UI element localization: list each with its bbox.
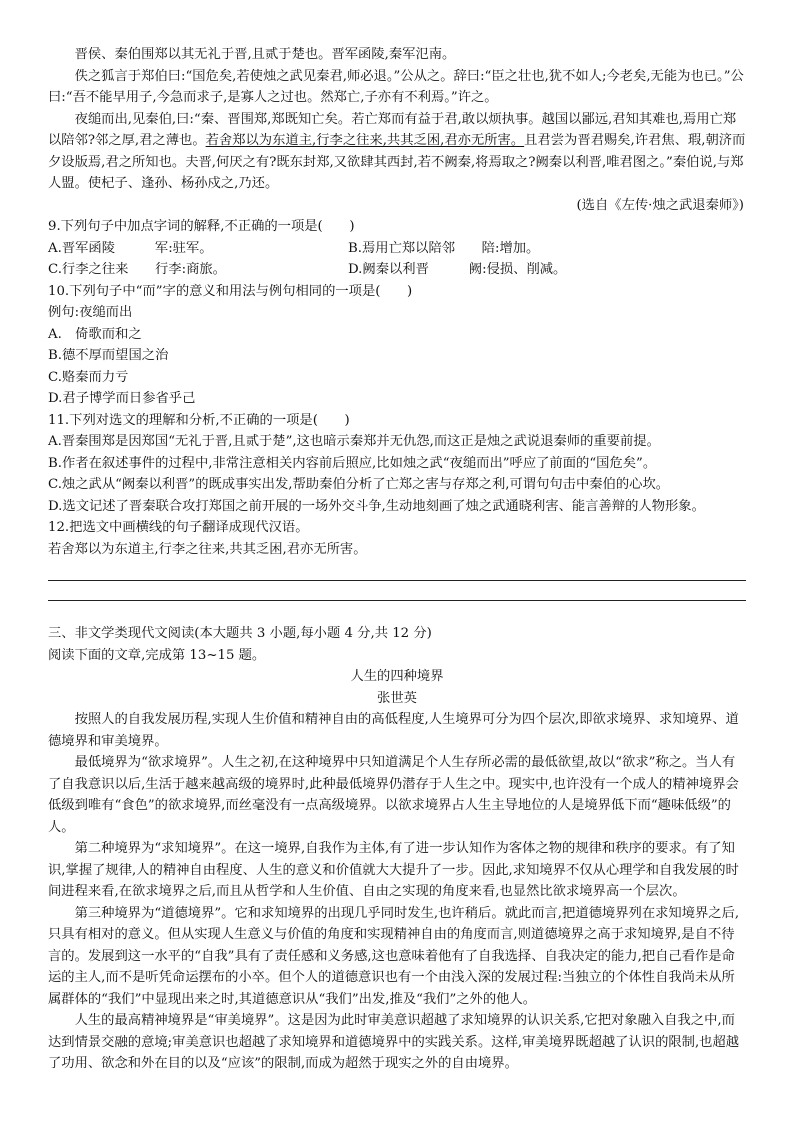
option-c: C.行李之往来 行李:商旅。	[48, 262, 226, 277]
passage-source: (选自《左传·烛之武退秦师》)	[576, 197, 744, 213]
question-stem: 9.下列句子中加点字词的解释,不正确的一项是( )	[48, 219, 355, 234]
example-sentence: 例句:夜缒而出	[48, 305, 133, 320]
article-paragraph: 第三种境界为“道德境界”。它和求知境界的出现几乎同时发生,也许稍后。就此而言,把道德境界列在求知境界之后,只具有相对的意义。但从实现人生意义与价值的角度和实现精神自由的角度而言,则道德境界之高于求知境界,是自不待言的。发展到这一水平的“自我”具有了责任感和义务感,这也意味着他有了自我选择、自我决定的能力,把自己看作是命运的主人,而不是听凭命运摆布的小卒。但个人的道德意识也有一个由浅入深的发展过程:当独立的个体性自我尚未从所属群体的“我们”中显现出来之时,其道德意识从“我们”出发,推及“我们”之外的他人。	[48, 905, 740, 1007]
question-12	[48, 517, 746, 601]
passage-paragraph: 晋侯、秦伯围郑以其无礼于晋,且贰于楚也。晋军函陵,秦军氾南。	[74, 47, 456, 62]
section-3	[48, 623, 746, 1075]
question-11	[48, 410, 746, 518]
option-a: A. 倚歌而和之	[48, 326, 142, 342]
question-9	[48, 216, 746, 281]
option-b: B.德不厚而望国之治	[48, 348, 169, 363]
question-stem: 11.下列对选文的理解和分析,不正确的一项是( )	[48, 412, 350, 428]
passage-paragraph	[48, 109, 746, 195]
spacer	[48, 601, 746, 623]
options-row	[48, 238, 746, 260]
passage-paragraph: 佚之狐言于郑伯曰:“国危矣,若使烛之武见秦君,师必退。”公从之。辞曰:“臣之壮也,犹不如人;今老矣,无能为也已。”公曰:“吾不能早用子,今急而求子,是寡人之过也。然郑亡,子亦有不利焉。”许之。	[48, 68, 744, 105]
article-paragraph: 最低境界为“欲求境界”。人生之初,在这种境界中只知道满足个人生存所必需的最低欲望,故以“欲求”称之。当人有了自我意识以后,生活于越来越高级的境界时,此种最低境界仍潜存于人生之中。现实中,也许没有一个成人的精神境界会低级到唯有“食色”的欲求境界,而丝毫没有一点高级境界。以欲求境界占人生主导地位的人是境界低下而“趣味低级”的人。	[48, 755, 739, 835]
option-b: B.焉用亡郑以陪邻 陪:增加。	[348, 240, 540, 256]
classical-passage	[48, 44, 746, 216]
option-d: D.阙秦以利晋 阙:侵损、削减。	[348, 262, 567, 277]
option-b: B.作者在叙述事件的过程中,非常注意相关内容前后照应,比如烛之武“夜缒而出”呼应了前面的“国危矣”。	[48, 455, 657, 471]
underlined-sentence: 若舍郑以为东道主,行李之往来,共其乏困,君亦无所害。	[205, 133, 525, 148]
question-stem: 12.把选文中画横线的句子翻译成现代汉语。	[48, 520, 309, 535]
option-d: D.选文记述了晋秦联合攻打郑国之前开展的一场外交斗争,生动地刻画了烛之武通晓利害、能言善辩的人物形象。	[48, 498, 705, 514]
article-paragraph: 按照人的自我发展历程,实现人生价值和精神自由的高低程度,人生境界可分为四个层次,即欲求境界、求知境界、道德境界和审美境界。	[48, 712, 739, 749]
article-author: 张世英	[377, 690, 417, 706]
section-heading: 三、非文学类现代文阅读(本大题共 3 小题,每小题 4 分,共 12 分)	[48, 626, 432, 641]
option-c: C.赂秦而力亏	[48, 369, 129, 385]
article-title: 人生的四种境界	[350, 669, 444, 684]
article-paragraph: 第二种境界为“求知境界”。在这一境界,自我作为主体,有了进一步认知作为客体之物的规律和秩序的要求。有了知识,掌握了规律,人的精神自由程度、人生的意义和价值就大大提升了一步。因此,求知境界不仅从心理学和自我发展的时间进程来看,在欲求境界之后,而且从哲学和人生价值、自由之实现的角度来看,也显然比欲求境界高一个层次。	[48, 841, 739, 899]
question-stem: 10.下列句子中“而”字的意义和用法与例句相同的一项是( )	[48, 283, 413, 299]
option-a: A.晋秦围郑是因郑国“无礼于晋,且贰于楚”,这也暗示秦郑并无仇怨,而这正是烛之武说退秦师的重要前提。	[48, 434, 660, 449]
translation-sentence: 若舍郑以为东道主,行李之往来,共其乏困,君亦无所害。	[48, 541, 367, 557]
question-10	[48, 281, 746, 410]
answer-line[interactable]	[48, 580, 746, 581]
passage-text: 且君尝为晋君赐矣,许君焦、瑕,朝济而夕设版焉,君之所知也。夫晋,何厌之有?既东封郑,又欲肆其西封,若不阙秦,将焉取之?阙秦以利晋,唯君图之。”秦伯说,与郑人盟。使杞子、逢孙、杨孙戍之,乃还。	[48, 133, 746, 191]
options-row	[48, 259, 746, 281]
passage-text: 夜缒而出,见秦伯,曰:“秦、晋围郑,郑既知亡矣。若亡郑而有益于君,敢以烦执事。越国以鄙远,君知其难也,焉用亡郑以陪邻?邻之厚,君之薄也。	[48, 111, 737, 148]
option-c: C.烛之武从“阙秦以利晋”的既成事实出发,帮助秦伯分析了亡郑之害与存郑之利,可谓句句击中秦伯的心坎。	[48, 477, 670, 492]
section-instruction: 阅读下面的文章,完成第 13~15 题。	[48, 647, 266, 663]
article-paragraph: 人生的最高精神境界是“审美境界”。这是因为此时审美意识超越了求知境界的认识关系,它把对象融入自我之中,而达到情景交融的意境;审美意识也超越了求知境界和道德境界中的实践关系。这样,审美境界既超越了认识的限制,也超越了功用、欲念和外在目的以及“应该”的限制,而成为超然于现实之外的自由境界。	[48, 1013, 740, 1071]
option-a: A.晋军函陵 军:驻军。	[48, 240, 213, 256]
option-d: D.君子博学而日参省乎己	[48, 391, 196, 406]
